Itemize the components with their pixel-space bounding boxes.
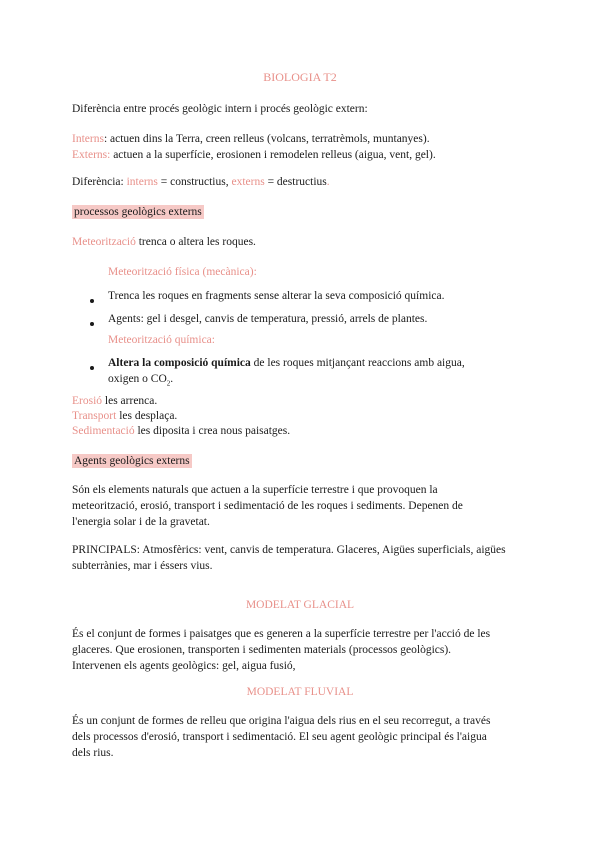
externs-text: actuen a la superfície, erosionen i remodelen relleus (aigua, vent, gel). [110, 149, 436, 161]
agents-line-2: meteorització, erosió, transport i sedimentació de les roques i sediments. Depenen de [72, 500, 463, 512]
fluvial-line-3: dels rius. [72, 747, 114, 759]
agents-line-1: Són els elements naturals que actuen a la superfície terrestre i que provoquen la [72, 484, 438, 496]
glacial-line-1: És el conjunt de formes i paisatges que es generen a la superfície terrestre per l'acció de les [72, 628, 491, 640]
quimica-heading: Meteorització química: [108, 334, 215, 346]
quimica-rest2: oxigen o CO [108, 373, 167, 385]
glacial-line-2: glaceres. Que erosionen, transporten i sedimenten materials (processos geològics). [72, 644, 452, 656]
intro-line: Diferència entre procés geològic intern i procés geològic extern: [72, 103, 368, 115]
quimica-bullet [108, 355, 528, 391]
glacial-paragraph [72, 626, 532, 674]
quimica-rest1: de les roques mitjançant reaccions amb aigua, [250, 357, 465, 369]
bullet-icon [90, 361, 94, 373]
meteoritzacio-label: Meteorització [72, 236, 136, 248]
diferencia-end: . [326, 176, 330, 188]
quimica-sub: 2 [166, 379, 171, 388]
section-heading-agents-text: Agents geològics externs [74, 455, 190, 467]
fisica-bullet-1: Trenca les roques en fragments sense alterar la seva composició química. [108, 290, 445, 302]
glacial-heading: MODELAT GLACIAL [245, 599, 355, 611]
fisica-bullet-2: Agents: gel i desgel, canvis de temperatura, pressió, arrels de plantes. [108, 313, 428, 325]
externs-line [72, 149, 436, 161]
page-title: BIOLOGIA T2 [263, 70, 337, 84]
meteoritzacio-text: trenca o altera les roques. [135, 236, 256, 248]
fluvial-heading: MODELAT FLUVIAL [246, 686, 354, 698]
transport-label: Transport [72, 410, 117, 422]
interns-label: Interns [72, 133, 104, 145]
bullet-icon [90, 294, 94, 306]
diferencia-interns: interns [126, 176, 158, 188]
externs-label: Externs: [72, 149, 111, 161]
diferencia-eq1: = constructius, [157, 176, 232, 188]
section-heading-processos-text: processos geològics externs [74, 206, 202, 218]
agents-line-3: l'energia solar i de la gravetat. [72, 516, 210, 528]
erosio-text: les arrenca. [102, 395, 158, 407]
sedimentacio-text: les diposita i crea nous paisatges. [134, 425, 291, 437]
diferencia-label: Diferència: [72, 176, 127, 188]
sedimentacio-line [72, 425, 290, 437]
bullet-icon [90, 317, 94, 329]
interns-line [72, 133, 430, 145]
principals-line-2: subterrànies, mar i éssers vius. [72, 560, 213, 572]
diferencia-externs: externs [231, 176, 265, 188]
transport-text: les desplaça. [116, 410, 178, 422]
erosio-line [72, 395, 157, 407]
agents-paragraph [72, 482, 532, 530]
section-heading-agents [72, 455, 192, 467]
quimica-bold: Altera la composició química [108, 357, 251, 369]
principals-paragraph [72, 542, 532, 574]
diferencia-line [72, 176, 330, 188]
transport-line [72, 410, 177, 422]
diferencia-eq2: = destructius [264, 176, 327, 188]
fluvial-paragraph [72, 713, 532, 761]
fluvial-line-2: dels processos d'erosió, transport i sedimentació. El seu agent geològic principal és l'aigua [72, 731, 487, 743]
section-heading-processos [72, 206, 204, 218]
principals-line-1: PRINCIPALS: Atmosfèrics: vent, canvis de temperatura. Glaceres, Aigües superficials, aigües [72, 544, 506, 556]
sedimentacio-label: Sedimentació [72, 425, 135, 437]
interns-text: : actuen dins la Terra, creen relleus (volcans, terratrèmols, muntanyes). [103, 133, 430, 145]
erosio-label: Erosió [72, 395, 103, 407]
meteoritzacio-line [72, 236, 256, 248]
fisica-heading: Meteorització física (mecànica): [108, 266, 257, 278]
quimica-end: . [170, 373, 174, 385]
glacial-line-3: Intervenen els agents geològics: gel, aigua fusió, [72, 660, 296, 672]
fluvial-line-1: És un conjunt de formes de relleu que origina l'aigua dels rius en el seu recorregut, a través [72, 715, 491, 727]
